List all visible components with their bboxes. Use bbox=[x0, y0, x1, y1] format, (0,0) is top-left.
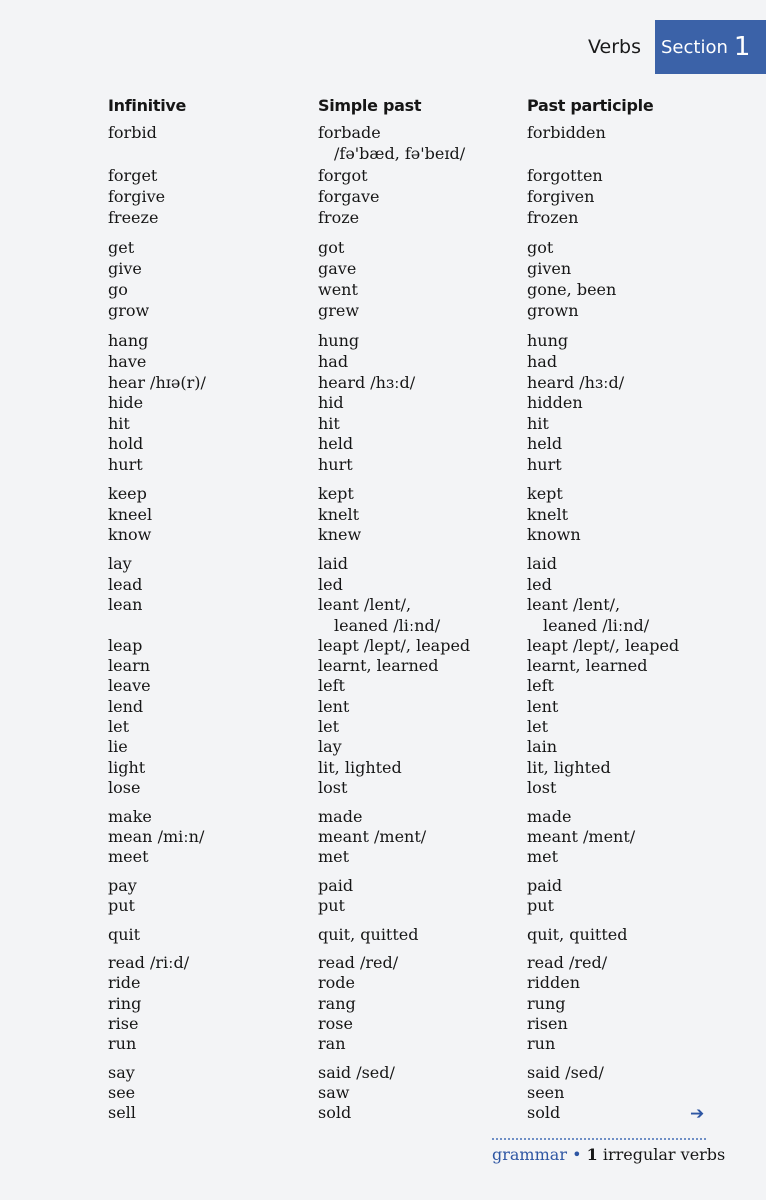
simple-past-cell: sold bbox=[318, 1103, 352, 1122]
past-participle-cell: quit, quitted bbox=[527, 925, 628, 944]
simple-past-cell: forgot bbox=[318, 166, 368, 185]
arrow-right-icon[interactable]: ➔ bbox=[690, 1104, 705, 1124]
infinitive-cell: sell bbox=[108, 1103, 136, 1122]
infinitive-cell: learn bbox=[108, 656, 151, 675]
section-label: Section bbox=[661, 36, 728, 58]
simple-past-cell: lit, lighted bbox=[318, 758, 402, 777]
simple-past-cell: read /red/ bbox=[318, 953, 399, 972]
column-header-simple-past: Simple past bbox=[318, 96, 422, 115]
simple-past-cell-continued: /fə'bæd, fə'beɪd/ bbox=[334, 144, 466, 163]
column-header-infinitive: Infinitive bbox=[108, 96, 187, 115]
simple-past-cell: hid bbox=[318, 393, 344, 412]
infinitive-cell: ride bbox=[108, 973, 141, 992]
infinitive-cell: leap bbox=[108, 636, 143, 655]
infinitive-cell: ring bbox=[108, 994, 142, 1013]
infinitive-cell: lean bbox=[108, 595, 143, 614]
simple-past-cell: met bbox=[318, 847, 350, 866]
simple-past-cell-continued: leaned /liːnd/ bbox=[334, 616, 441, 635]
past-participle-cell: hurt bbox=[527, 455, 562, 474]
past-participle-cell: hidden bbox=[527, 393, 583, 412]
simple-past-cell: went bbox=[318, 280, 358, 299]
past-participle-cell: paid bbox=[527, 876, 563, 895]
infinitive-cell: leave bbox=[108, 676, 151, 695]
past-participle-cell: leant /lent/, bbox=[527, 595, 621, 614]
past-participle-cell: run bbox=[527, 1034, 556, 1053]
past-participle-cell: laid bbox=[527, 554, 558, 573]
simple-past-cell: held bbox=[318, 434, 354, 453]
footer-divider bbox=[492, 1138, 706, 1140]
infinitive-cell: read /riːd/ bbox=[108, 953, 190, 972]
past-participle-cell: rung bbox=[527, 994, 566, 1013]
past-participle-cell: ridden bbox=[527, 973, 581, 992]
section-tab bbox=[655, 20, 766, 74]
simple-past-cell: put bbox=[318, 896, 345, 915]
infinitive-cell: put bbox=[108, 896, 135, 915]
infinitive-cell: forget bbox=[108, 166, 158, 185]
simple-past-cell: hit bbox=[318, 414, 340, 433]
past-participle-cell: lit, lighted bbox=[527, 758, 611, 777]
infinitive-cell: mean /miːn/ bbox=[108, 827, 205, 846]
infinitive-cell: light bbox=[108, 758, 146, 777]
past-participle-cell: left bbox=[527, 676, 554, 695]
simple-past-cell: left bbox=[318, 676, 345, 695]
simple-past-cell: had bbox=[318, 352, 349, 371]
infinitive-cell: forbid bbox=[108, 123, 157, 142]
past-participle-cell: made bbox=[527, 807, 572, 826]
infinitive-cell: lose bbox=[108, 778, 141, 797]
infinitive-cell: see bbox=[108, 1083, 136, 1102]
infinitive-cell: know bbox=[108, 525, 152, 544]
past-participle-cell: forgotten bbox=[527, 166, 603, 185]
past-participle-cell: seen bbox=[527, 1083, 565, 1102]
infinitive-cell: hold bbox=[108, 434, 144, 453]
simple-past-cell: learnt, learned bbox=[318, 656, 439, 675]
infinitive-cell: meet bbox=[108, 847, 149, 866]
past-participle-cell: had bbox=[527, 352, 558, 371]
footer-section: grammar bbox=[492, 1145, 567, 1164]
past-participle-cell: grown bbox=[527, 301, 579, 320]
simple-past-cell: meant /ment/ bbox=[318, 827, 427, 846]
past-participle-cell: put bbox=[527, 896, 554, 915]
header-title: Verbs bbox=[588, 36, 641, 58]
simple-past-cell: said /sed/ bbox=[318, 1063, 395, 1082]
simple-past-cell: leapt /lept/, leaped bbox=[318, 636, 471, 655]
infinitive-cell: hide bbox=[108, 393, 144, 412]
infinitive-cell: hurt bbox=[108, 455, 143, 474]
past-participle-cell: kept bbox=[527, 484, 563, 503]
infinitive-cell: hang bbox=[108, 331, 149, 350]
past-participle-cell: let bbox=[527, 717, 549, 736]
footer-number: 1 bbox=[586, 1145, 598, 1164]
past-participle-cell: led bbox=[527, 575, 552, 594]
simple-past-cell: rode bbox=[318, 973, 355, 992]
simple-past-cell: hung bbox=[318, 331, 360, 350]
simple-past-cell: forbade bbox=[318, 123, 381, 142]
past-participle-cell: gone, been bbox=[527, 280, 617, 299]
past-participle-cell: hung bbox=[527, 331, 569, 350]
simple-past-cell: lent bbox=[318, 697, 350, 716]
infinitive-cell: go bbox=[108, 280, 128, 299]
infinitive-cell: say bbox=[108, 1063, 135, 1082]
simple-past-cell: froze bbox=[318, 208, 360, 227]
infinitive-cell: lay bbox=[108, 554, 132, 573]
past-participle-cell: frozen bbox=[527, 208, 579, 227]
footer-separator: • bbox=[572, 1145, 582, 1164]
infinitive-cell: lend bbox=[108, 697, 144, 716]
past-participle-cell: known bbox=[527, 525, 581, 544]
simple-past-cell: quit, quitted bbox=[318, 925, 419, 944]
infinitive-cell: kneel bbox=[108, 505, 153, 524]
infinitive-cell: let bbox=[108, 717, 130, 736]
past-participle-cell: said /sed/ bbox=[527, 1063, 604, 1082]
past-participle-cell: leapt /lept/, leaped bbox=[527, 636, 680, 655]
simple-past-cell: paid bbox=[318, 876, 354, 895]
infinitive-cell: keep bbox=[108, 484, 147, 503]
infinitive-cell: grow bbox=[108, 301, 150, 320]
infinitive-cell: lie bbox=[108, 737, 128, 756]
simple-past-cell: rang bbox=[318, 994, 356, 1013]
simple-past-cell: made bbox=[318, 807, 363, 826]
past-participle-cell: forbidden bbox=[527, 123, 606, 142]
past-participle-cell: meant /ment/ bbox=[527, 827, 636, 846]
simple-past-cell: laid bbox=[318, 554, 349, 573]
infinitive-cell: get bbox=[108, 238, 135, 257]
past-participle-cell: lost bbox=[527, 778, 557, 797]
simple-past-cell: let bbox=[318, 717, 340, 736]
simple-past-cell: knelt bbox=[318, 505, 360, 524]
infinitive-cell: hear /hɪə(r)/ bbox=[108, 373, 206, 392]
past-participle-cell: met bbox=[527, 847, 559, 866]
simple-past-cell: ran bbox=[318, 1034, 346, 1053]
simple-past-cell: kept bbox=[318, 484, 354, 503]
simple-past-cell: lay bbox=[318, 737, 342, 756]
simple-past-cell: hurt bbox=[318, 455, 353, 474]
simple-past-cell: rose bbox=[318, 1014, 353, 1033]
simple-past-cell: heard /hɜːd/ bbox=[318, 373, 416, 392]
past-participle-cell-continued: leaned /liːnd/ bbox=[543, 616, 650, 635]
simple-past-cell: led bbox=[318, 575, 343, 594]
simple-past-cell: saw bbox=[318, 1083, 350, 1102]
past-participle-cell: hit bbox=[527, 414, 549, 433]
footer-topic: irregular verbs bbox=[602, 1145, 726, 1164]
past-participle-cell: sold bbox=[527, 1103, 561, 1122]
infinitive-cell: forgive bbox=[108, 187, 166, 206]
simple-past-cell: leant /lent/, bbox=[318, 595, 412, 614]
footer bbox=[492, 1145, 725, 1164]
simple-past-cell: lost bbox=[318, 778, 348, 797]
past-participle-cell: given bbox=[527, 259, 572, 278]
past-participle-cell: got bbox=[527, 238, 554, 257]
simple-past-cell: knew bbox=[318, 525, 362, 544]
infinitive-cell: quit bbox=[108, 925, 141, 944]
infinitive-cell: hit bbox=[108, 414, 130, 433]
infinitive-cell: lead bbox=[108, 575, 143, 594]
simple-past-cell: gave bbox=[318, 259, 357, 278]
simple-past-cell: got bbox=[318, 238, 345, 257]
infinitive-cell: make bbox=[108, 807, 152, 826]
past-participle-cell: knelt bbox=[527, 505, 569, 524]
past-participle-cell: forgiven bbox=[527, 187, 595, 206]
past-participle-cell: lain bbox=[527, 737, 558, 756]
infinitive-cell: have bbox=[108, 352, 147, 371]
infinitive-cell: pay bbox=[108, 876, 137, 895]
infinitive-cell: give bbox=[108, 259, 142, 278]
simple-past-cell: forgave bbox=[318, 187, 380, 206]
infinitive-cell: freeze bbox=[108, 208, 159, 227]
column-header-past-participle: Past participle bbox=[527, 96, 654, 115]
simple-past-cell: grew bbox=[318, 301, 360, 320]
past-participle-cell: heard /hɜːd/ bbox=[527, 373, 625, 392]
past-participle-cell: read /red/ bbox=[527, 953, 608, 972]
section-number: 1 bbox=[733, 32, 751, 62]
past-participle-cell: lent bbox=[527, 697, 559, 716]
past-participle-cell: risen bbox=[527, 1014, 568, 1033]
infinitive-cell: run bbox=[108, 1034, 137, 1053]
infinitive-cell: rise bbox=[108, 1014, 139, 1033]
past-participle-cell: learnt, learned bbox=[527, 656, 648, 675]
past-participle-cell: held bbox=[527, 434, 563, 453]
